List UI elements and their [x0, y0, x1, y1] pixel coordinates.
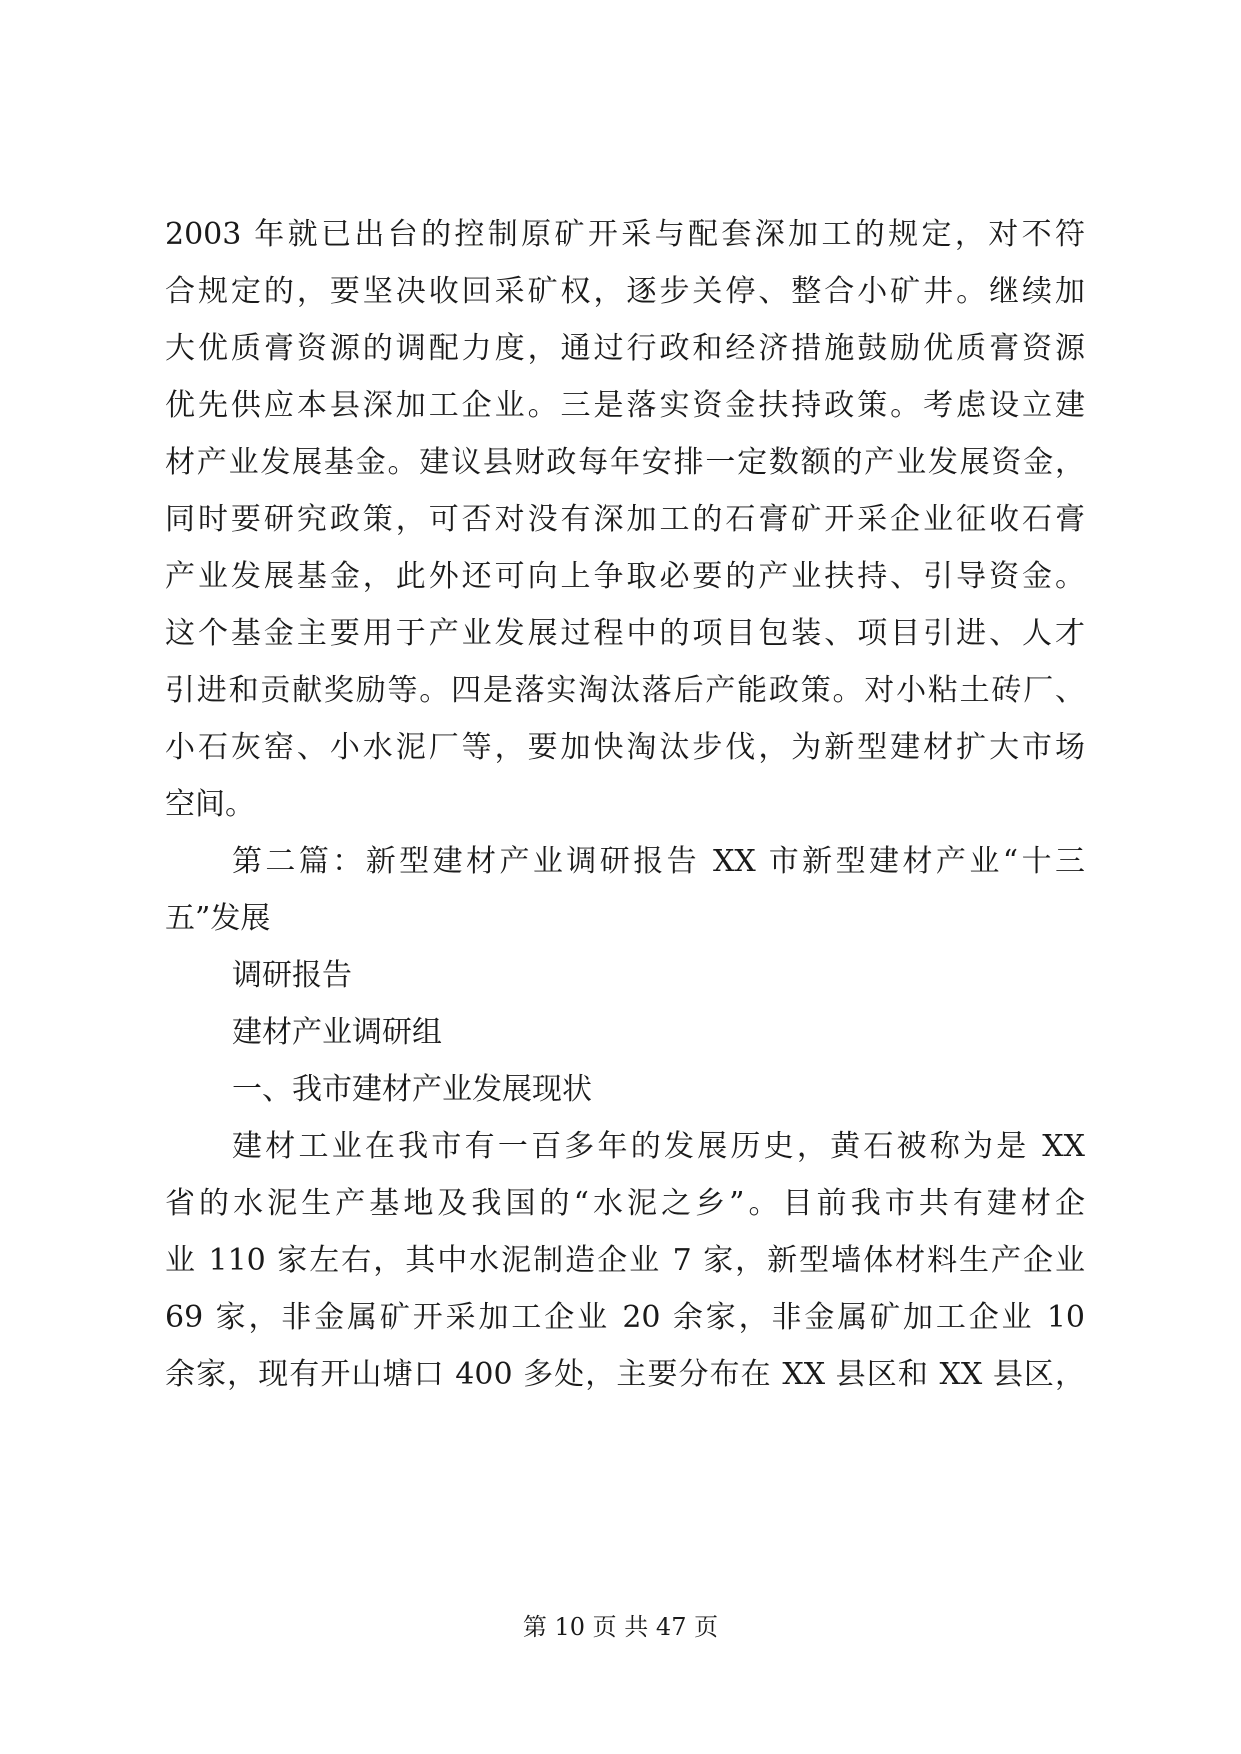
- body-text-line: 产业发展基金，此外还可向上争取必要的产业扶持、引导资金。: [165, 559, 1085, 594]
- body-text-line: 这个基金主要用于产业发展过程中的项目包装、项目引进、人才: [165, 616, 1085, 651]
- page-number-footer: 第 10 页 共 47 页: [522, 1613, 719, 1641]
- body-text-line: 空间。: [165, 787, 255, 822]
- body-text-line: 业 110 家左右，其中水泥制造企业 7 家，新型墙体材料生产企业: [165, 1243, 1085, 1278]
- body-text-line: 2003 年就已出台的控制原矿开采与配套深加工的规定，对不符: [165, 217, 1085, 252]
- body-text-line: 小石灰窑、小水泥厂等，要加快淘汰步伐，为新型建材扩大市场: [165, 730, 1085, 765]
- report-author-line: 建材产业调研组: [232, 1015, 442, 1050]
- body-text-line: 引进和贡献奖励等。四是落实淘汰落后产能政策。对小粘土砖厂、: [165, 673, 1085, 708]
- subsection-heading-line: 一、我市建材产业发展现状: [232, 1072, 592, 1107]
- body-text-line: 省的水泥生产基地及我国的“水泥之乡”。目前我市共有建材企: [165, 1186, 1085, 1221]
- section-heading-line: 第二篇：新型建材产业调研报告 XX 市新型建材产业“十三: [232, 844, 1085, 879]
- body-text-line: 优先供应本县深加工企业。三是落实资金扶持政策。考虑设立建: [165, 388, 1085, 423]
- body-text-line: 余家，现有开山塘口 400 多处，主要分布在 XX 县区和 XX 县区，: [165, 1357, 1085, 1392]
- body-text-line: 合规定的，要坚决收回采矿权，逐步关停、整合小矿井。继续加: [165, 274, 1085, 309]
- body-text-line: 材产业发展基金。建议县财政每年安排一定数额的产业发展资金，: [165, 445, 1085, 480]
- body-text-line: 建材工业在我市有一百多年的发展历史，黄石被称为是 XX: [232, 1129, 1085, 1164]
- body-text-line: 同时要研究政策，可否对没有深加工的石膏矿开采企业征收石膏: [165, 502, 1085, 537]
- section-heading-line: 五”发展: [165, 901, 271, 936]
- body-text-line: 69 家，非金属矿开采加工企业 20 余家，非金属矿加工企业 10: [165, 1300, 1085, 1335]
- body-text-line: 大优质膏资源的调配力度，通过行政和经济措施鼓励优质膏资源: [165, 331, 1085, 366]
- report-title-line: 调研报告: [232, 958, 352, 993]
